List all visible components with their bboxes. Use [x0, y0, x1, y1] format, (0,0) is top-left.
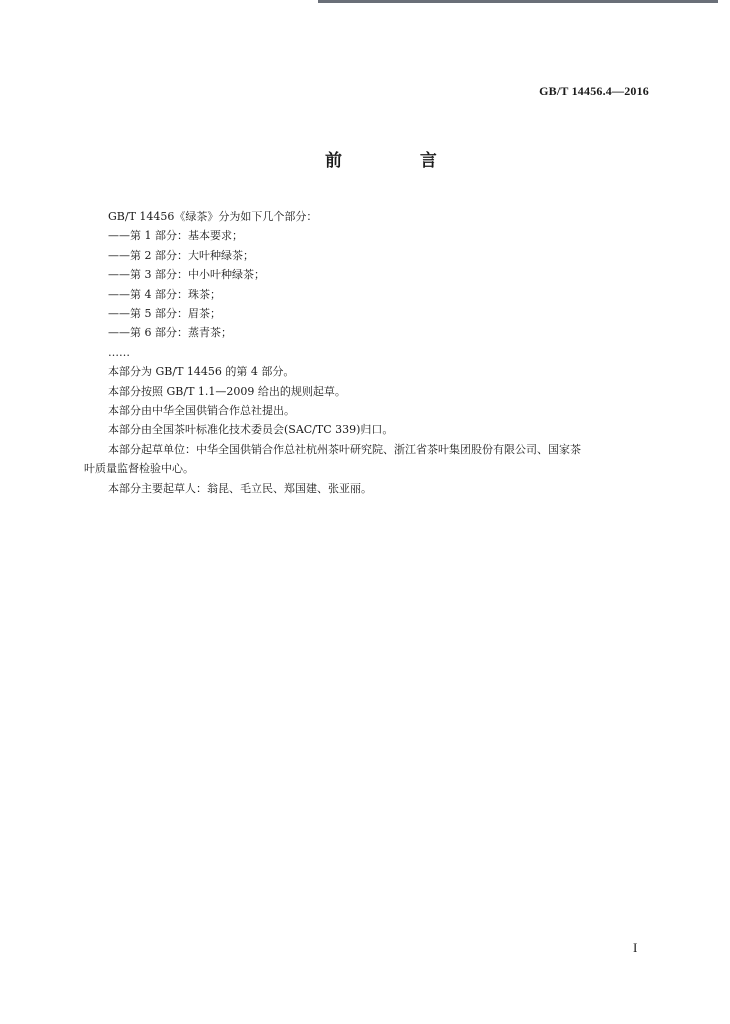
paragraph-drafting-units: 本部分起草单位：中华全国供销合作总社杭州茶叶研究院、浙江省茶叶集团股份有限公司、国家茶	[108, 442, 581, 456]
part-list-item: ——第 5 部分：眉茶；	[108, 307, 221, 321]
page-number: I	[633, 940, 638, 955]
top-edge-line	[318, 0, 718, 3]
page-title: 前 言	[325, 151, 473, 171]
ellipsis: ……	[108, 345, 130, 359]
paragraph-committee: 本部分由全国茶叶标准化技术委员会(SAC/TC 339)归口。	[108, 423, 394, 437]
part-list-item: ——第 6 部分：蒸青茶；	[108, 326, 232, 340]
part-list-item: ——第 1 部分：基本要求；	[108, 229, 243, 243]
paragraph-drafting-units-continued: 叶质量监督检验中心。	[84, 462, 194, 476]
paragraph-drafting-rules: 本部分按照 GB/T 1.1—2009 给出的规则起草。	[108, 384, 346, 398]
intro-paragraph: GB/T 14456《绿茶》分为如下几个部分：	[108, 210, 318, 223]
paragraph-proposer: 本部分由中华全国供销合作总社提出。	[108, 404, 295, 418]
preface-body	[84, 207, 653, 498]
part-list-item: ——第 2 部分：大叶种绿茶；	[108, 248, 254, 262]
part-list-item: ——第 4 部分：珠茶；	[108, 287, 221, 301]
paragraph-part-number: 本部分为 GB/T 14456 的第 4 部分。	[108, 365, 295, 379]
paragraph-drafters: 本部分主要起草人：翁昆、毛立民、郑国建、张亚丽。	[108, 481, 372, 495]
part-list-item: ——第 3 部分：中小叶种绿茶；	[108, 268, 265, 282]
standard-code: GB/T 14456.4—2016	[539, 84, 649, 98]
